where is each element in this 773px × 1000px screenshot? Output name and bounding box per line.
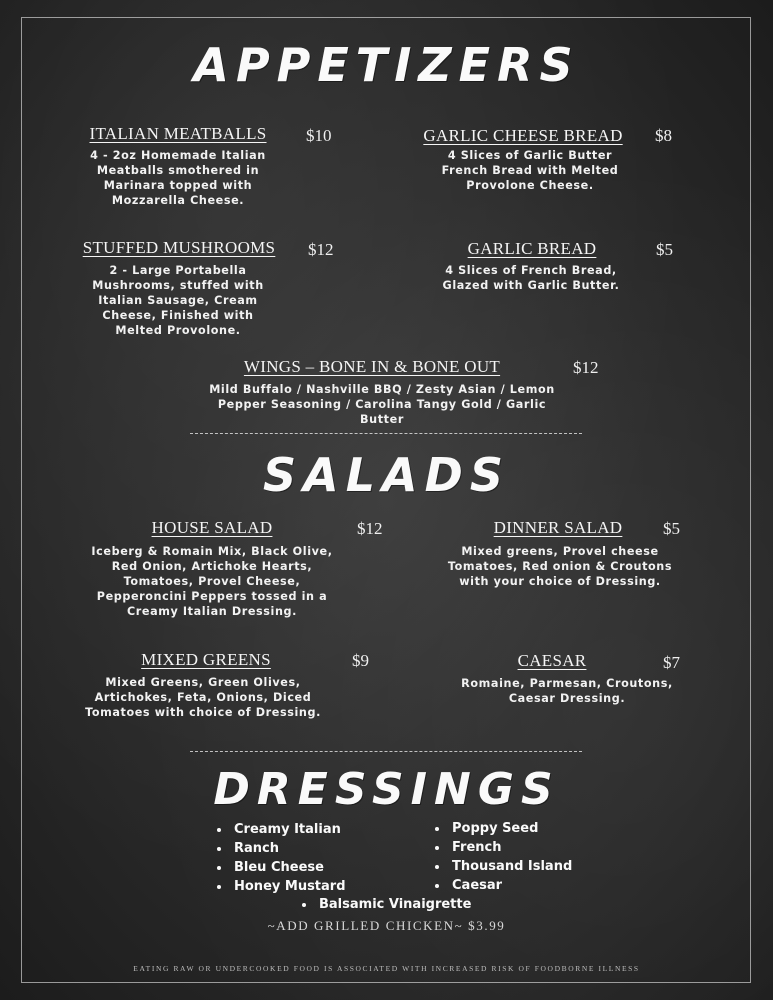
- list-item: Bleu Cheese: [217, 858, 346, 877]
- wings-name: WINGS – BONE IN & BONE OUT: [243, 357, 501, 376]
- list-item: French: [435, 838, 572, 857]
- add-chicken-note: ~ADD GRILLED CHICKEN~ $3.99: [267, 918, 506, 933]
- garlic-bread-desc: 4 Slices of French Bread, Glazed with Garlic Butter.: [442, 264, 620, 292]
- mixed-greens-desc: Mixed Greens, Green Olives, Artichokes, Feta, Onions, Diced Tomatoes with choice of Dressing.: [85, 676, 321, 719]
- garlic-cheese-bread-desc: 4 Slices of Garlic Butter French Bread with Melted Provolone Cheese.: [441, 149, 619, 192]
- caesar-price: $7: [663, 653, 680, 672]
- dressings-right-list: [435, 819, 572, 895]
- list-item: Caesar: [435, 876, 572, 895]
- house-salad-name: HOUSE SALAD: [151, 518, 273, 537]
- garlic-cheese-bread-price: $8: [655, 126, 672, 145]
- caesar-desc: Romaine, Parmesan, Croutons, Caesar Dressing.: [461, 677, 673, 705]
- wings-price: $12: [573, 358, 599, 377]
- food-safety-disclaimer: EATING RAW OR UNDERCOOKED FOOD IS ASSOCIATED WITH INCREASED RISK OF FOODBORNE ILLNESS: [133, 964, 640, 973]
- mixed-greens-name: MIXED GREENS: [141, 650, 271, 669]
- list-item: Creamy Italian: [217, 820, 346, 839]
- stuffed-mushrooms-name: STUFFED MUSHROOMS: [82, 238, 276, 257]
- appetizers-heading: APPETIZERS: [193, 38, 580, 92]
- list-item: Honey Mustard: [217, 877, 346, 896]
- italian-meatballs-desc: 4 - 2oz Homemade Italian Meatballs smothered in Marinara topped with Mozzarella Cheese.: [90, 149, 266, 207]
- dinner-salad-desc: Mixed greens, Provel cheese Tomatoes, Red onion & Croutons with your choice of Dressing.: [447, 545, 673, 588]
- section-divider: [190, 433, 582, 434]
- list-item: Ranch: [217, 839, 346, 858]
- garlic-bread-name: GARLIC BREAD: [467, 239, 597, 258]
- list-item: Thousand Island: [435, 857, 572, 876]
- stuffed-mushrooms-desc: 2 - Large Portabella Mushrooms, stuffed with Italian Sausage, Cream Cheese, Finished with Melted Provolone.: [92, 264, 264, 337]
- garlic-bread-price: $5: [656, 240, 673, 259]
- house-salad-desc: Iceberg & Romain Mix, Black Olive, Red Onion, Artichoke Hearts, Tomatoes, Provel Cheese, Pepperoncini Peppers tossed in a Creamy Italian Dressing.: [91, 545, 333, 618]
- dinner-salad-price: $5: [663, 519, 680, 538]
- wings-desc: Mild Buffalo / Nashville BBQ / Zesty Asian / Lemon Pepper Seasoning / Carolina Tangy Gold / Garlic Butter: [209, 383, 555, 426]
- dressings-center-list: [302, 895, 471, 914]
- mixed-greens-price: $9: [352, 651, 369, 670]
- garlic-cheese-bread-name: GARLIC CHEESE BREAD: [423, 126, 623, 145]
- stuffed-mushrooms-price: $12: [308, 240, 334, 259]
- dressings-left-list: [217, 820, 346, 896]
- section-divider: [190, 751, 582, 752]
- dressings-heading: DRESSINGS: [213, 764, 560, 815]
- list-item: Balsamic Vinaigrette: [302, 895, 471, 914]
- salads-heading: SALADS: [263, 448, 510, 502]
- italian-meatballs-price: $10: [306, 126, 332, 145]
- dinner-salad-name: DINNER SALAD: [493, 518, 623, 537]
- list-item: Poppy Seed: [435, 819, 572, 838]
- caesar-name: CAESAR: [517, 651, 587, 670]
- house-salad-price: $12: [357, 519, 383, 538]
- italian-meatballs-name: ITALIAN MEATBALLS: [89, 124, 267, 143]
